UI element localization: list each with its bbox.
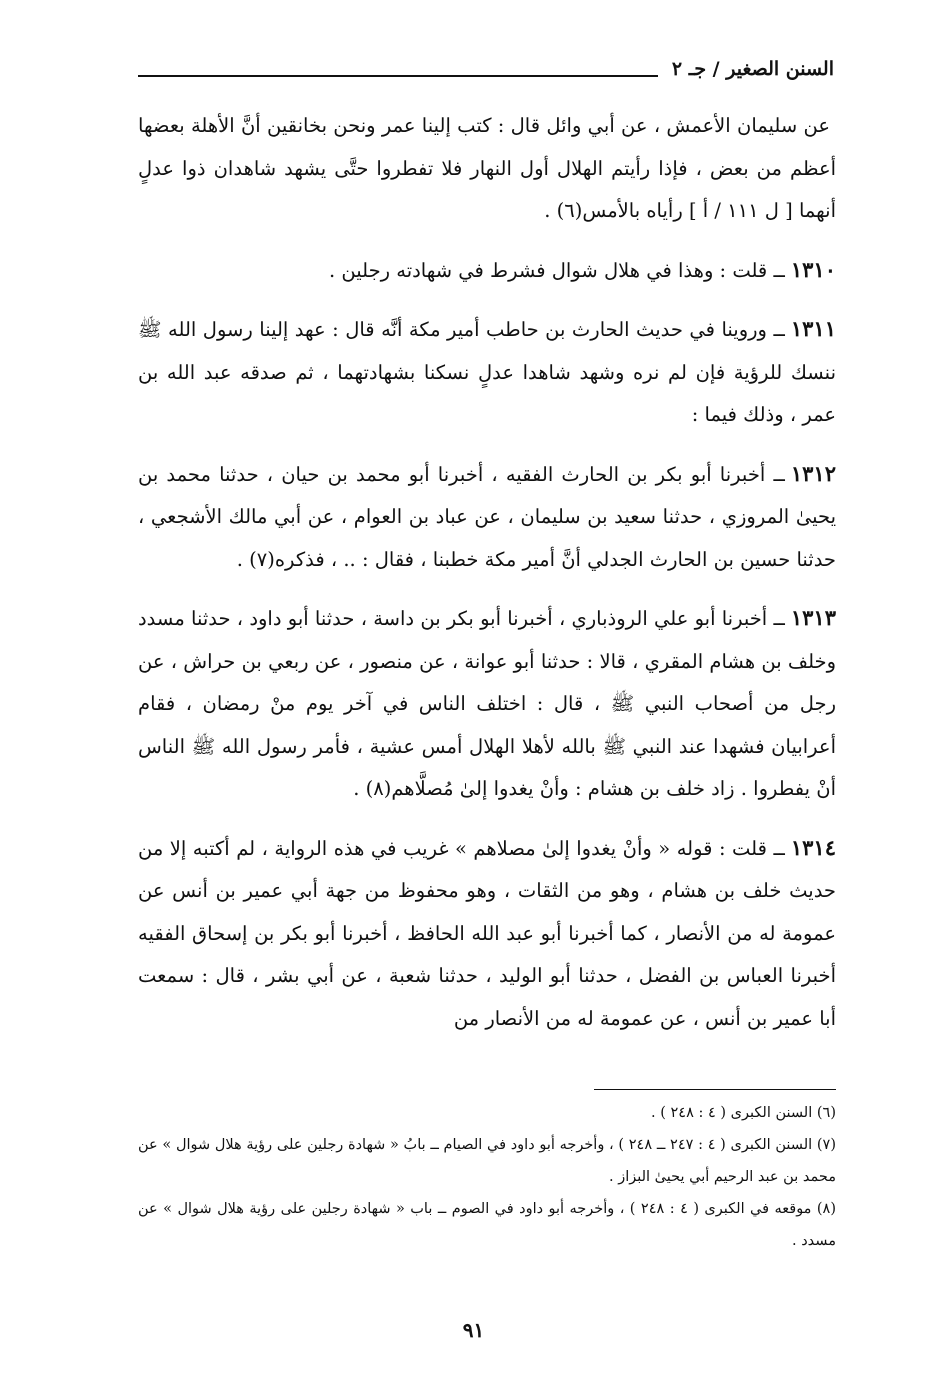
paragraph-text: ــ قلت : وهذا في هلال شوال فشرط في شهادته رجلين .: [328, 258, 785, 282]
paragraph: [138, 827, 836, 1041]
hadith-number: ١٣١٣: [790, 605, 836, 630]
footnote: (٦) السنن الكبرى ( ٤ : ٢٤٨ ) .: [651, 1105, 836, 1121]
paragraph-text: ــ قلت : قوله « وأنْ يغدوا إلىٰ مصلاهم » غريب في هذه الرواية ، لم أكتبه إلا من حديث خلف بن هشام ، وهو من الثقات ، وهو محفوظ من جهة أبي عمير بن أنس عن عمومة له من الأنصار ، كما أخبرنا أبو عبد الله الحافظ ، أخبرنا أبو بكر بن إسحاق الفقيه أخبرنا العباس بن الفضل ، حدثنا أبو الوليد ، حدثنا شعبة ، عن أبي بشر ، قال : سمعت أبا عمير بن أنس ، عن عمومة له من الأنصار من: [138, 836, 836, 1030]
hadith-number: ١٣١٢: [790, 460, 836, 486]
hadith-number: ١٣١٤: [790, 834, 836, 860]
paragraph: [138, 104, 836, 233]
main-text: [138, 104, 836, 1056]
header-rule: [138, 75, 658, 77]
paragraph-text: ــ أخبرنا أبو بكر بن الحارث الفقيه ، أخبرنا أبو محمد بن حيان ، حدثنا محمد بن يحيىٰ المروزي ، حدثنا سعيد بن سليمان ، عن عباد بن العوام ، عن أبي مالك الأشجعي ، حدثنا حسين بن الحارث الجدلي أنَّ أمير مكة خطبنا ، فقال : .. ، فذكره(٧) .: [138, 462, 836, 571]
footnote: (٧) السنن الكبرى ( ٤ : ٢٤٧ ــ ٢٤٨ ) ، وأخرجه أبو داود في الصيام ــ بابُ « شهادة رجلين على رؤية هلال شوال » عن محمد بن عبد الرحيم أبي يحيىٰ البزاز .: [138, 1137, 837, 1185]
paragraph-text: ــ أخبرنا أبو علي الروذباري ، أخبرنا أبو بكر بن داسة ، حدثنا أبو داود ، حدثنا مسدد وخلف بن هشام المقري ، قالا : حدثنا أبو عوانة ، عن منصور ، عن ربعي بن حراش ، عن رجل من أصحاب النبي ﷺ ، قال : اختلف الناس في آخر يوم منْ رمضان ، فقام أعرابيان فشهدا عند النبي ﷺ بالله لأهلا الهلال أمس عشية ، فأمر رسول الله ﷺ الناس أنْ يفطروا . زاد خلف بن هشام : وأنْ يغدوا إلىٰ مُصلَّاهم(٨) .: [138, 607, 836, 800]
paragraph: [138, 597, 836, 811]
paragraph-text: ــ وروينا في حديث الحارث بن حاطب أمير مكة أنَّه قال : عهد إلينا رسول الله ﷺ ننسك للرؤية فإن لم نره وشهد شاهدا عدلٍ نسكنا بشهادتهما ، ثم صدقه عبد الله بن عمر ، وذلك فيما :: [138, 318, 836, 426]
paragraph-text: عن سليمان الأعمش ، عن أبي وائل قال : كتب إلينا عمر ونحن بخانقين أنَّ الأهلة بعضها أعظم من بعض ، فإذا رأيتم الهلال أول النهار فلا تفطروا حتَّى يشهد شاهدان ذوا عدلٍ أنهما [ ل ١١١ / أ ] رأياه بالأمس(٦) .: [138, 114, 836, 222]
running-title: السنن الصغير / جـ ٢: [671, 58, 834, 80]
hadith-number: ١٣١١: [790, 316, 836, 341]
paragraph: [138, 453, 836, 582]
footnotes: [138, 1097, 836, 1257]
footnote-separator: [594, 1089, 836, 1090]
paragraph: [138, 308, 836, 437]
page-number: ٩١: [462, 1318, 485, 1342]
paragraph: [138, 249, 836, 293]
page-header: [138, 54, 834, 84]
footnote: (٨) موقعه في الكبرى ( ٤ : ٢٤٨ ) ، وأخرجه أبو داود في الصوم ــ باب « شهادة رجلين على رؤية هلال شوال » عن مسدد .: [138, 1201, 837, 1249]
hadith-number: ١٣١٠: [790, 256, 836, 282]
